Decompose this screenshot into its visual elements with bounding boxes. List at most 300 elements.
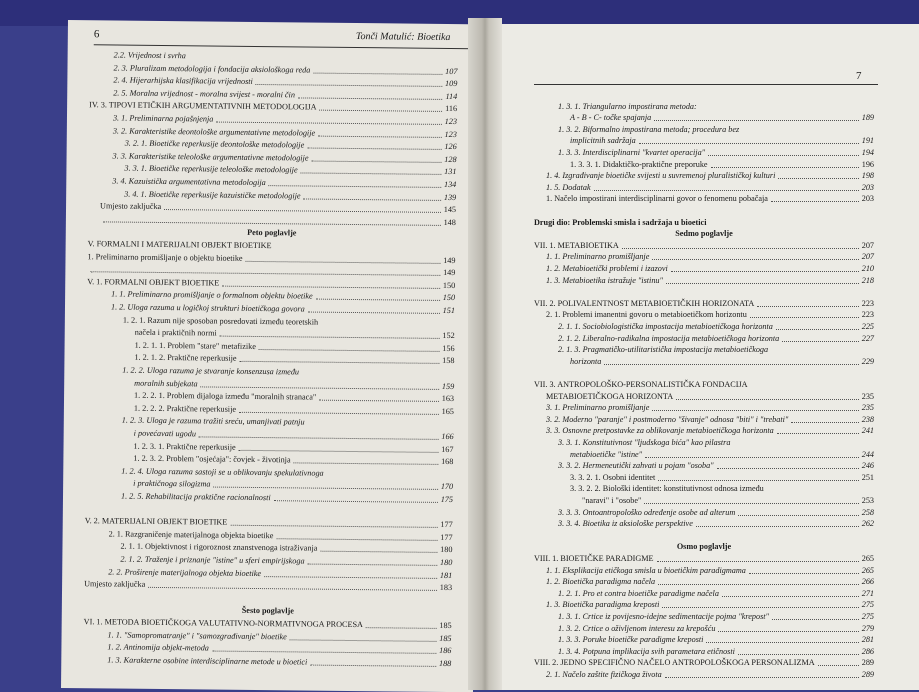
toc-leader-dots [293, 463, 438, 466]
toc-leader-dots [90, 271, 440, 276]
toc-entry [107, 655, 451, 668]
toc-leader-dots [652, 259, 859, 260]
toc-entry [546, 252, 874, 261]
toc-entry [558, 148, 874, 157]
toc-entry [113, 88, 457, 101]
page-number-right: 7 [856, 70, 862, 82]
toc-entry [111, 302, 455, 315]
toc-entry-page: 151 [442, 305, 456, 316]
toc-entry [84, 605, 452, 618]
toc-entry-title: 3. 3. 2. 2. Biološki identitet: konstitutivnost odnosa između [570, 484, 764, 494]
toc-leader-dots [255, 84, 442, 87]
toc-entry-title: 3. 3. 3. Ontoantropološko određenje osobe ad alterum [558, 507, 736, 517]
toc-entry [534, 658, 874, 667]
toc-entry-title: 2. 1. 2. Traženje i priznanje "istine" u sferi empirijskoga [120, 554, 305, 566]
toc-entry-page: 165 [441, 406, 454, 416]
toc-entry-page: 177 [440, 532, 453, 542]
toc-entry-page: 253 [861, 496, 874, 505]
toc-leader-dots [213, 487, 438, 490]
toc-entry-page: 126 [444, 142, 457, 152]
toc-entry-page: 225 [861, 322, 874, 331]
toc-entry [134, 391, 454, 404]
toc-leader-dots [313, 72, 442, 74]
toc-entry-title: Peto poglavlje [247, 228, 297, 238]
toc-entry-title: Šesto poglavlje [241, 606, 294, 616]
toc-leader-dots [320, 551, 437, 553]
toc-entry-page: 238 [861, 414, 874, 424]
toc-leader-dots [200, 386, 439, 390]
toc-leader-dots [791, 422, 859, 423]
toc-leader-dots [666, 283, 859, 284]
toc-leader-dots [318, 135, 442, 137]
toc-leader-dots [657, 561, 859, 562]
toc-entry [89, 101, 457, 114]
toc-entry-title: VII. 1. METABIOETIKA [534, 240, 619, 250]
toc-entry-title: IV. 3. TIPOVI ETIČKIH ARGUMENTATIVNIH METODOLOGIJA [89, 100, 317, 112]
toc-entry-title: 3. 1. Preliminarna pojašnjenja [112, 113, 214, 124]
toc-entry [109, 529, 453, 542]
toc-entry-title: 1. 4. Izgrađivanje bioetičke svijesti u suvremenoj pluralističkoj kulturi [546, 171, 776, 181]
toc-entry-page: 186 [439, 646, 452, 656]
toc-entry-title: A - B - C- točke spajanja [570, 113, 652, 123]
toc-leader-dots [662, 607, 859, 608]
toc-entry-page: 145 [443, 205, 457, 215]
page-number-left: 6 [93, 28, 100, 41]
toc-entry [113, 113, 457, 126]
toc-entry [108, 567, 452, 580]
toc-entry [546, 183, 874, 192]
toc-entry-title: 1. 2. Bioetička paradigma načela [546, 577, 656, 587]
toc-entry-page: 139 [443, 192, 457, 202]
toc-entry [133, 454, 453, 467]
toc-entry-title: 1. 2. 5. Rehabilitacija praktične racionalnosti [120, 491, 271, 503]
toc-entry-title: načela i praktičnih normi [134, 327, 217, 338]
toc-entry-title: metabioetičke "istine" [570, 449, 643, 459]
toc-leader-dots [245, 260, 440, 263]
toc-entry [100, 202, 456, 215]
toc-entry-title: 3. 3. 1. Konstitutivnost "ljudskoga bića" kao pilastra [558, 438, 731, 447]
toc-leader-dots [782, 341, 859, 342]
toc-leader-dots [696, 526, 859, 527]
toc-entry-title: VI. 1. METODA BIOETIČKOGA VALUTATIVNO-NORMATIVNOGA PROCESA [83, 617, 364, 630]
toc-entry-page: 227 [861, 333, 874, 343]
toc-leader-dots [310, 664, 436, 666]
toc-leader-dots [290, 639, 437, 642]
toc-entry [100, 214, 456, 227]
toc-entry [558, 322, 874, 331]
toc-entry [546, 600, 874, 609]
toc-entry-title: 1. 2. 4. Uloga razuma sastoji se u oblikovanju spekulativnoga [121, 466, 324, 478]
toc-entry [546, 403, 874, 412]
toc-entry-title: 1. 3. Bioetička paradigma kreposti [546, 600, 660, 610]
toc-entry-title: VII. 2. POLIVALENTNOST METABIOETIČKIH HORIZONATA [534, 298, 755, 308]
toc-entry-title: 1. 3. 1. Crtice iz povijesno-idejne sedimentacije pojma "krepost" [558, 612, 769, 621]
toc-entry-title: Umjesto zaključka [84, 579, 146, 590]
toc-entry-title: 2. 1. 1. Sociobiologistička impostacija metabioetičkoga horizonta [558, 322, 773, 331]
toc-entry-title: 2. 5. Moralna vrijednost - moralna svijest - moralni čin [113, 88, 295, 100]
toc-entry-title: 3. 2. Karakteristike deontološke argumentativne metodologije [112, 126, 316, 138]
toc-entry-title: VII. 3. ANTROPOLOŠKO-PERSONALISTIČKA FONDACIJA [534, 380, 748, 389]
toc-leader-dots [639, 143, 859, 144]
toc-entry [534, 90, 874, 99]
toc-entry [133, 441, 453, 454]
toc-entry-page: 175 [440, 494, 454, 505]
toc-entry [546, 194, 874, 203]
toc-entry [112, 176, 456, 189]
toc-entry [88, 227, 456, 240]
toc-entry [534, 241, 874, 250]
right-page [488, 24, 919, 690]
toc-leader-dots [665, 677, 859, 678]
toc-entry-title: VIII. 1. BIOETIČKE PARADIGME [534, 554, 654, 563]
toc-entry-page: 109 [445, 79, 458, 89]
toc-leader-dots [644, 503, 859, 504]
toc-entry-page: 196 [861, 159, 874, 169]
toc-entry-page: 183 [439, 583, 453, 593]
toc-entry-title: 1. 3. 3. Interdisciplinarni "kvartet operacija" [558, 148, 706, 157]
toc-entry-title: 2. 1. Načelo zaštite fizičkoga života [546, 670, 662, 679]
toc-leader-dots [231, 525, 438, 528]
toc-entry-page: 251 [861, 472, 874, 482]
toc-leader-dots [706, 642, 859, 643]
toc-entry [111, 290, 455, 303]
toc-leader-dots [239, 361, 439, 364]
toc-entry-title: 1. 3. Karakterne osobine interdisciplinarne metode u bioetici [107, 655, 308, 667]
toc-leader-dots [818, 665, 859, 666]
toc-entry-page: 134 [443, 179, 457, 190]
toc-leader-dots [308, 312, 440, 314]
toc-leader-dots [319, 110, 442, 112]
toc-leader-dots [164, 209, 441, 213]
toc-leader-dots [316, 299, 440, 301]
toc-leader-dots [718, 631, 859, 632]
toc-entry-page: 235 [861, 403, 874, 413]
toc-entry-title: 3. 3. 2. 1. Osobni identitet [570, 472, 656, 482]
toc-leader-dots [777, 433, 859, 434]
toc-entry-page: 188 [438, 658, 452, 668]
toc-entry [534, 542, 874, 551]
toc-entry-title: 2. 4. Hijerarhijska klasifikacija vrijednosti [113, 75, 253, 87]
toc-entry [534, 229, 874, 238]
toc-leader-dots [658, 584, 859, 585]
toc-entry-title: "naravi" i "osobe" [582, 496, 642, 505]
toc-entry-title: 1. 2. Metabioetički problemi i izazovi [546, 264, 668, 273]
toc-entry [122, 366, 454, 379]
toc-entry-title: 2. 1. 2. Liberalno-radikalna impostacija metabioetičkoga horizonta [558, 333, 780, 343]
toc-entry [534, 380, 874, 389]
toc-entry-page: 170 [440, 482, 454, 492]
toc-entry-page: 114 [445, 91, 458, 101]
toc-entry-page: 198 [861, 171, 874, 181]
toc-entry [84, 579, 452, 592]
toc-entry [121, 466, 453, 479]
toc-entry-title: 3. 3. 2. Hermeneutički zahvati u pojam "osoba" [558, 461, 714, 471]
toc-entry-page: 265 [861, 565, 874, 575]
toc-entry [570, 473, 874, 482]
toc-leader-dots [711, 167, 859, 168]
toc-entry [87, 252, 455, 265]
toc-entry-title: 1. 2. 3. 1. Praktične reperkusije [133, 441, 236, 452]
toc-entry-page: 235 [861, 391, 874, 401]
toc-leader-dots [654, 120, 859, 121]
toc-entry-title: 1. 2. 3. 2. Problem "osjećaja": čovjek - životinja [133, 453, 291, 465]
toc-entry-page: 131 [444, 167, 457, 177]
toc-entry-title: 3. 3. Osnovne pretpostavke za oblikovanje metabioetičkoga horizonta [546, 426, 774, 436]
left-page [61, 20, 480, 692]
toc-entry-page: 189 [861, 113, 874, 123]
toc-entry-title: 1. 3. 1. Triangularno impostirana metoda: [558, 101, 697, 111]
toc-entry [570, 484, 874, 493]
toc-entry [120, 542, 452, 555]
toc-entry [134, 353, 454, 366]
toc-entry-page: 123 [444, 129, 457, 139]
toc-entry-page: 258 [861, 507, 874, 517]
toc-entry [534, 299, 874, 308]
toc-entry [534, 218, 874, 227]
toc-entry-title: 1. Preliminarno promišljanje o objektu bioetike [87, 251, 243, 263]
toc-entry-title: 3. 2. Moderno "paranje" i postmoderno "šivanje" odnosa "biti" i "trebati" [546, 414, 789, 424]
toc-leader-dots [776, 329, 859, 330]
toc-entry-title: implicitnih sadržaja [570, 136, 636, 146]
toc-entry-title: 1. 1. Preliminarno promišljanje [546, 252, 650, 262]
toc-entry-page: 166 [441, 431, 454, 442]
toc-entry-title: 1. 1. Eksplikacija etičkoga smisla u bioetičkim paradigmama [546, 565, 746, 575]
toc-leader-dots [274, 500, 438, 503]
toc-leader-dots [594, 190, 859, 191]
toc-entry [87, 264, 455, 277]
toc-entry [534, 206, 874, 215]
toc-leader-dots [771, 201, 859, 202]
toc-leader-dots [676, 399, 859, 400]
toc-entry [558, 612, 874, 621]
toc-leader-dots [103, 221, 441, 226]
toc-entry-title: i povećavati ugodu [133, 428, 197, 439]
toc-leader-dots [722, 596, 859, 597]
toc-entry [570, 450, 874, 459]
toc-entry-page: 194 [861, 148, 874, 157]
toc-entry-page: 207 [861, 240, 874, 250]
toc-entry [135, 328, 455, 341]
toc-entry-page: 223 [861, 310, 874, 320]
header-rule-right [534, 84, 878, 85]
toc-entry [546, 276, 874, 285]
toc-entry-page: 244 [861, 449, 874, 459]
toc-entry [85, 504, 453, 517]
toc-entry-title: 1. 2. 1. Razum nije sposoban posredovati između teoretskih [122, 315, 319, 327]
toc-entry-title: Sedmo poglavlje [675, 229, 733, 239]
toc-entry-title: 3. 3. Karakteristike teleološke argumentativne metodologije [112, 151, 309, 163]
toc-entry [125, 139, 457, 152]
toc-entry-title: horizonta [570, 356, 602, 366]
toc-entry [546, 264, 874, 273]
toc-entry [84, 617, 452, 630]
toc-leader-dots [264, 576, 437, 579]
toc-entry [558, 519, 874, 528]
toc-leader-dots [220, 336, 440, 339]
toc-entry [534, 554, 874, 563]
toc-entry-page: 266 [861, 577, 874, 587]
toc-entry-page: 163 [441, 394, 455, 404]
toc-entry [534, 531, 874, 540]
toc-entry-page: 159 [441, 381, 455, 391]
toc-entry [135, 341, 455, 354]
toc-leader-dots [772, 619, 859, 620]
toc-entry [113, 126, 457, 139]
toc-entry-page: 275 [861, 600, 874, 610]
toc-entry-title: 2. 3. Pluralizam metodologija i fondacija aksiološkoga reda [113, 63, 311, 75]
toc-entry-page: 275 [861, 612, 874, 621]
toc-entry [570, 113, 874, 122]
toc-entry-page: 279 [861, 623, 874, 633]
toc-entry-page: 167 [441, 444, 454, 454]
toc-entry-title: 2. 1. Problemi imanentni govoru o metabioetičkom horizontu [546, 310, 747, 320]
toc-entry-title: Drugi dio: Problemski smisla i sadržaja u bioetici [534, 217, 707, 227]
toc-leader-dots [312, 160, 442, 162]
toc-leader-dots [708, 155, 859, 156]
toc-entry-page: 156 [442, 343, 455, 353]
toc-entry-page: 289 [861, 658, 874, 668]
toc-entry [558, 102, 874, 111]
toc-entry-page: 177 [440, 520, 453, 530]
toc-entry-title: 1. 2. 3. Uloga je razuma tražiti sreću, umanjivati patnju [121, 415, 305, 427]
toc-entry [570, 357, 874, 366]
toc-leader-dots [300, 173, 441, 175]
toc-leader-dots [671, 271, 859, 272]
toc-entry [546, 392, 874, 401]
toc-entry-title: V. 1. FORMALNI OBJEKT BIOETIKE [87, 277, 220, 288]
toc-entry-title: 1. 2. 1. 2. Praktične reperkusije [134, 353, 237, 364]
toc-entry [84, 592, 452, 605]
toc-entry-title: 1. 3. 3. 1. Didaktičko-praktične preporuke [570, 159, 708, 169]
toc-entry [546, 577, 874, 586]
toc-leader-dots [308, 148, 442, 150]
toc-entry-page: 271 [861, 588, 874, 598]
toc-leader-dots [268, 185, 441, 188]
toc-entry-page: 180 [440, 545, 453, 555]
toc-leader-dots [749, 573, 859, 574]
toc-entry-page: 289 [861, 670, 874, 679]
toc-leader-dots [298, 97, 442, 100]
toc-entry [114, 50, 458, 63]
toc-entry-page: 265 [861, 554, 874, 563]
toc-leader-dots [307, 564, 437, 566]
toc-entry-title: i praktičnoga silogizma [133, 479, 211, 489]
toc-leader-dots [717, 468, 859, 469]
toc-entry [558, 461, 874, 470]
toc-entry [558, 635, 874, 644]
toc-entry-page: 210 [861, 264, 874, 273]
toc-entry [122, 416, 454, 429]
toc-entry-page: 203 [861, 182, 874, 192]
header-rule [94, 44, 474, 49]
toc-entry-title: 2. 1. Razgraničenje materijalnoga objekta bioetike [108, 529, 274, 540]
toc-entry-title: 3. 4. Kazuistička argumentativna metodologija [112, 176, 266, 188]
toc-entry-title: 2. 2. Proširenje materijalnoga objekta bioetike [108, 567, 262, 578]
toc-entry-page: 123 [444, 116, 458, 127]
toc-entry-page: 158 [442, 356, 455, 366]
toc-leader-dots [222, 285, 440, 288]
toc-entry [108, 630, 452, 643]
toc-entry [570, 160, 874, 169]
toc-entry [121, 492, 453, 505]
toc-leader-dots [652, 410, 859, 411]
toc-leader-dots [216, 122, 442, 125]
toc-entry-title: 1. 5. Dodatak [546, 182, 591, 192]
toc-entry-page: 262 [861, 519, 874, 529]
toc-leader-dots [212, 651, 436, 654]
toc-entry-title: 1. 1. Preliminarno promišljanje o formalnom objektu bioetike [111, 289, 313, 301]
toc-leader-dots [604, 364, 859, 365]
toc-entry-title: 1. 3. 2. Crtice o oživljenom interesu za krepošću [558, 623, 716, 633]
toc-entry-page: 207 [861, 252, 874, 262]
toc-entry [546, 426, 874, 435]
toc-entry-page: 229 [861, 356, 874, 366]
toc-leader-dots [277, 538, 438, 541]
toc-leader-dots [239, 412, 439, 415]
toc-entry-title: 1. 1. "Samopromatranje" i "samozgrađivanje" bioetike [107, 630, 287, 641]
toc-entry [558, 334, 874, 343]
toc-entry [570, 136, 874, 145]
toc-entry [546, 670, 874, 679]
toc-entry-title: 1. 2. 1. 1. Problem "stare" metafizike [134, 340, 256, 351]
toc-entry-page: 281 [861, 635, 874, 645]
toc-entry-title: 1. 3. 2. Biformalno impostirana metoda; procedura bez [558, 124, 740, 134]
toc-entry-page: 150 [442, 280, 456, 290]
toc-entry-page: 223 [861, 298, 874, 308]
toc-entry-page: 116 [445, 104, 458, 114]
toc-entry-title: VIII. 2. JEDNO SPECIFIČNO NAČELO ANTROPOLOŠKOGA PERSONALIZMA [534, 658, 815, 668]
toc-entry-page: 246 [861, 461, 874, 471]
toc-entry-page: 107 [445, 66, 458, 76]
toc-entry-page: 149 [443, 268, 456, 278]
toc-entry-page: 180 [440, 557, 453, 568]
toc-entry [534, 287, 874, 296]
toc-entry-page: 218 [861, 275, 874, 285]
toc-entry-page: 128 [444, 154, 457, 164]
toc-entry [558, 438, 874, 447]
toc-entry-page: 241 [861, 426, 874, 436]
toc-leader-dots [239, 449, 439, 452]
toc-entry-title: 3. 1. Preliminarno promišljanje [546, 403, 650, 413]
toc-entry [558, 508, 874, 517]
toc-entry-page: 148 [443, 217, 456, 227]
toc-entry [87, 277, 455, 290]
toc-entry [88, 239, 456, 252]
toc-leader-dots [319, 400, 439, 402]
toc-entry [558, 624, 874, 633]
toc-entry [558, 125, 874, 134]
toc-entry-title: 3. 2. 1. Bioetičke reperkusije deontološke metodologije [124, 138, 305, 150]
toc-entry-title: METABIOETIČKOGA HORIZONTA [546, 391, 674, 401]
toc-entry-title: 3. 3. 1. Bioetičke reperkusije teleološke metodologije [124, 163, 298, 175]
toc-entry [133, 479, 453, 492]
toc-entry-title: 1. 2. 2. 1. Problem dijaloga između "moralnih stranaca" [134, 390, 317, 402]
toc-entry [120, 555, 452, 568]
toc-entry-title: 1. 3. Metabioetika istražuje "istinu" [546, 275, 663, 285]
toc-entry-page: 286 [861, 646, 874, 656]
toc-entry-page: 203 [861, 194, 874, 204]
toc-entry [546, 171, 874, 180]
toc-entry-title: 2.2. Vrijednost i svrha [113, 50, 186, 61]
toc-entry-title: Osmo poglavlje [676, 542, 732, 552]
toc-entry-title: V. 2. MATERIJALNI OBJEKT BIOETIKE [84, 516, 228, 527]
toc-entry [546, 310, 874, 319]
toc-entry-title: 1. 2. Uloga razuma u logičkoj strukturi bioetičkoga govora [110, 302, 305, 314]
book-gutter [468, 18, 502, 690]
toc-entry-title: 2. 1. 3. Pragmatičko-utilitaristička impostacija metabioetičkoga [558, 345, 769, 355]
toc-leader-dots [645, 457, 859, 458]
toc-entry-page: 150 [442, 293, 456, 303]
